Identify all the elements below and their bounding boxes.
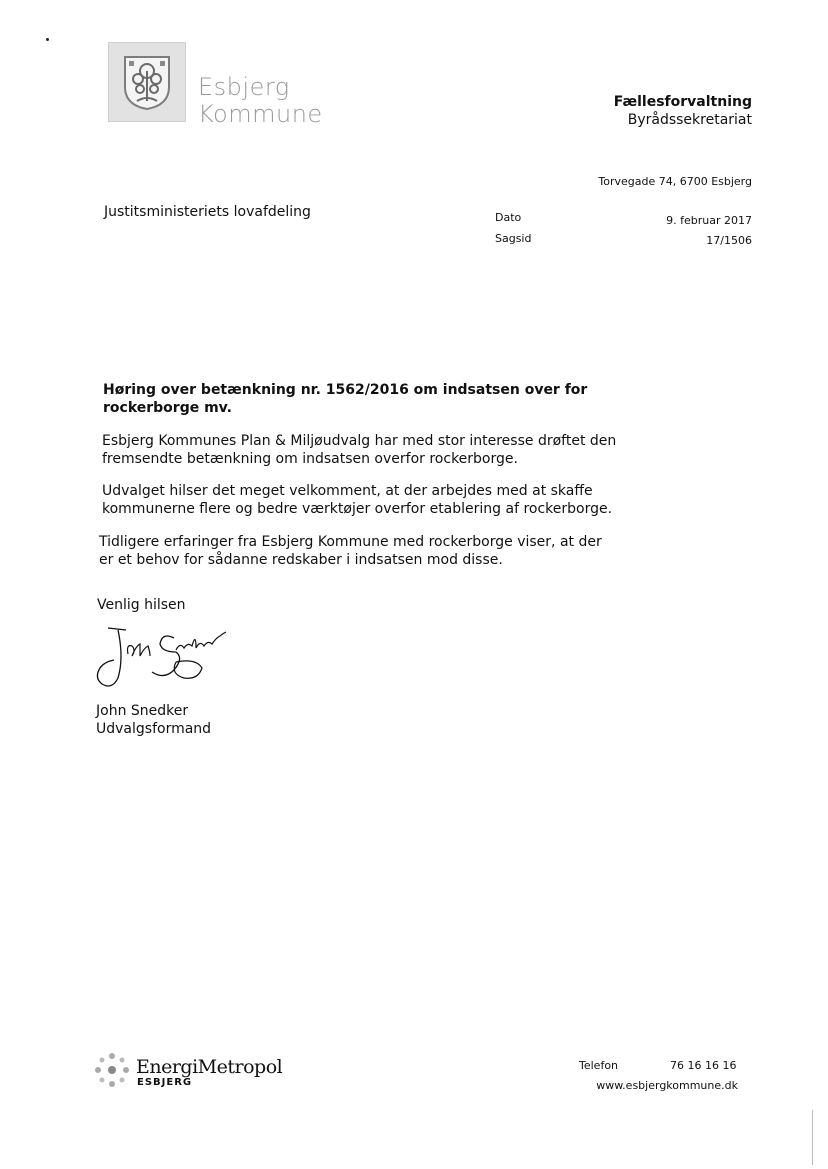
phone-label: Telefon [579, 1059, 619, 1072]
paragraph-3-line-2: er et behov for sådanne redskaber i indsatsen mod disse. [99, 552, 503, 568]
paragraph-1-line-2: fremsendte betænkning om indsatsen overfor rockerborge. [102, 451, 518, 467]
paragraph-3-line-1: Tidligere erfaringer fra Esbjerg Kommune med rockerborge viser, at der [99, 534, 602, 550]
subdepartment-name: Byrådssekretariat [627, 112, 752, 128]
case-label: Sagsid [495, 232, 532, 245]
crest-icon [121, 53, 173, 111]
scan-edge-line [812, 1110, 813, 1165]
paragraph-1 [102, 432, 642, 468]
footer-brand: EnergiMetropol [136, 1056, 283, 1078]
sender-address: Torvegade 74, 6700 Esbjerg [598, 175, 752, 188]
logo-text-line1: Esbjerg [198, 73, 290, 101]
phone-value: 76 16 16 16 [670, 1059, 737, 1072]
paragraph-1-line-1: Esbjerg Kommunes Plan & Miljøudvalg har med stor interesse drøftet den [102, 433, 617, 449]
letter-subject [103, 381, 623, 417]
subject-line-1: Høring over betænkning nr. 1562/2016 om indsatsen over for [103, 382, 588, 398]
recipient: Justitsministeriets lovafdeling [104, 204, 311, 220]
scan-speck [46, 38, 49, 41]
paragraph-2 [102, 482, 642, 518]
closing: Venlig hilsen [97, 597, 186, 613]
energimetropol-logo-icon [90, 1050, 134, 1090]
date-label: Dato [495, 211, 522, 224]
logo-text-line2: Kommune [198, 100, 323, 128]
signatory-title: Udvalgsformand [96, 721, 212, 737]
handwritten-signature [92, 622, 232, 692]
case-value: 17/1506 [706, 234, 752, 247]
signatory-name: John Snedker [96, 703, 189, 719]
municipality-crest-logo [108, 42, 186, 122]
paragraph-3 [99, 533, 639, 569]
department-name: Fællesforvaltning [613, 94, 752, 110]
date-value: 9. februar 2017 [666, 214, 752, 227]
paragraph-2-line-2: kommunerne flere og bedre værktøjer overfor etablering af rockerborge. [102, 501, 613, 517]
paragraph-2-line-1: Udvalget hilser det meget velkomment, at der arbejdes med at skaffe [102, 483, 593, 499]
website-link[interactable]: www.esbjergkommune.dk [596, 1079, 738, 1092]
subject-line-2: rockerborge mv. [103, 400, 232, 416]
footer-brand-sub: ESBJERG [137, 1077, 193, 1088]
